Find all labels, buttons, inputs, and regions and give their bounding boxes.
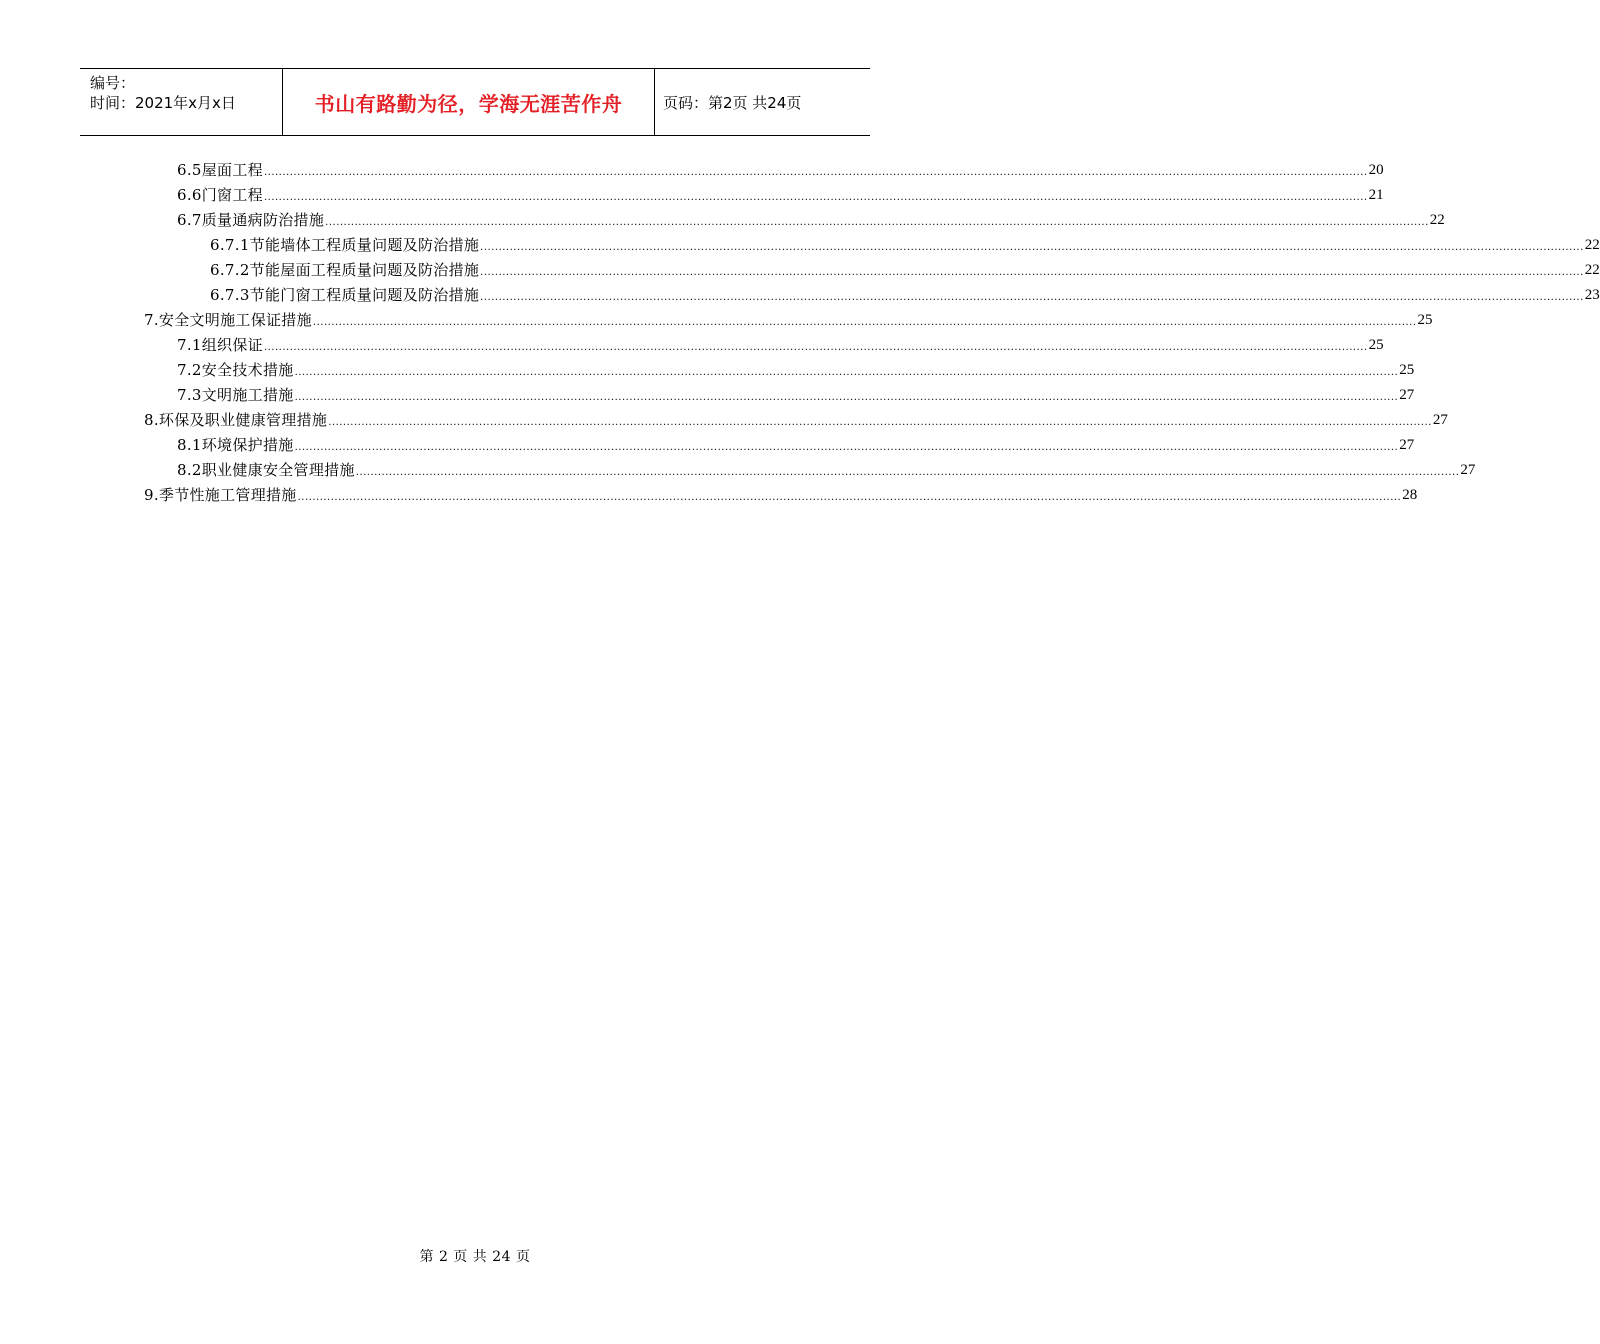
toc-entry[interactable] [177, 158, 1384, 182]
toc-leader-dots: ............................................................................................................................................................................................................................................................................................................ [294, 392, 1399, 403]
toc-entry[interactable] [177, 333, 1384, 357]
page-header [80, 68, 870, 136]
toc-entry[interactable] [177, 358, 1415, 382]
toc-entry-page: 25 [1368, 337, 1384, 353]
toc-entry-label: 7.安全文明施工保证措施 [144, 311, 312, 329]
toc-entry-page: 23 [1584, 287, 1600, 303]
toc-entry-page: 27 [1460, 462, 1476, 478]
toc-leader-dots: ............................................................................................................................................................................................................................................................................................................ [263, 192, 1368, 203]
toc-entry-page: 22 [1584, 237, 1600, 253]
toc-leader-dots: ............................................................................................................................................................................................................................................................................................................ [325, 217, 1429, 228]
toc-entry-label: 6.6门窗工程 [177, 186, 263, 204]
toc-leader-dots: ............................................................................................................................................................................................................................................................................................................ [355, 467, 1460, 478]
toc-entry[interactable] [144, 408, 1448, 432]
toc-entry-label: 7.3文明施工措施 [177, 386, 294, 404]
toc-entry-page: 27 [1399, 437, 1415, 453]
toc-entry[interactable] [177, 458, 1476, 482]
toc-entry-page: 22 [1429, 212, 1445, 228]
toc-entry[interactable] [144, 483, 1418, 507]
toc-leader-dots: ............................................................................................................................................................................................................................................................................................................ [480, 242, 1584, 253]
toc-entry-label: 6.7.3节能门窗工程质量问题及防治措施 [210, 286, 480, 304]
toc-entry[interactable] [144, 308, 1433, 332]
toc-entry-label: 8.环保及职业健康管理措施 [144, 411, 328, 429]
code-label: 编号： [90, 74, 136, 92]
page-footer: 第 2 页 共 24 页 [419, 1249, 531, 1265]
toc-entry-page: 21 [1368, 187, 1384, 203]
toc-entry-page: 27 [1399, 387, 1415, 403]
toc-leader-dots: ............................................................................................................................................................................................................................................................................................................ [328, 417, 1432, 428]
toc-leader-dots: ............................................................................................................................................................................................................................................................................................................ [480, 292, 1584, 303]
header-meta [80, 69, 282, 135]
toc-entry-label: 7.2安全技术措施 [177, 361, 294, 379]
toc-leader-dots: ............................................................................................................................................................................................................................................................................................................ [263, 342, 1368, 353]
toc-leader-dots: ............................................................................................................................................................................................................................................................................................................ [480, 267, 1584, 278]
toc-entry[interactable] [210, 283, 1600, 307]
toc-entry-page: 28 [1402, 487, 1418, 503]
toc-leader-dots: ............................................................................................................................................................................................................................................................................................................ [297, 492, 1402, 503]
toc-leader-dots: ............................................................................................................................................................................................................................................................................................................ [294, 442, 1399, 453]
toc-entry-page: 27 [1432, 412, 1448, 428]
toc-entry-label: 7.1组织保证 [177, 336, 263, 354]
toc-leader-dots: ............................................................................................................................................................................................................................................................................................................ [263, 167, 1368, 178]
toc-entry-page: 25 [1417, 312, 1433, 328]
toc-entry-page: 22 [1584, 262, 1600, 278]
toc-entry-label: 6.5屋面工程 [177, 161, 263, 179]
toc-leader-dots: ............................................................................................................................................................................................................................................................................................................ [294, 367, 1399, 378]
toc-entry-label: 6.7.2节能屋面工程质量问题及防治措施 [210, 261, 480, 279]
toc-entry-label: 8.2职业健康安全管理措施 [177, 461, 355, 479]
toc-entry-page: 25 [1399, 362, 1415, 378]
toc-entry[interactable] [210, 233, 1600, 257]
toc-entry[interactable] [177, 433, 1415, 457]
header-motto: 书山有路勤为径，学海无涯苦作舟 [282, 69, 655, 135]
toc-entry-label: 6.7质量通病防治措施 [177, 211, 325, 229]
toc-entry[interactable] [177, 383, 1415, 407]
toc-entry-page: 20 [1368, 162, 1384, 178]
toc-entry[interactable] [177, 183, 1384, 207]
toc-entry-label: 9.季节性施工管理措施 [144, 486, 297, 504]
toc-entry[interactable] [210, 258, 1600, 282]
toc-leader-dots: ............................................................................................................................................................................................................................................................................................................ [312, 317, 1417, 328]
toc-entry-label: 6.7.1节能墙体工程质量问题及防治措施 [210, 236, 480, 254]
toc-entry-label: 8.1环境保护措施 [177, 436, 294, 454]
toc-entry[interactable] [177, 208, 1445, 232]
time-label: 时间：2021年x月x日 [90, 94, 236, 112]
header-page-info: 页码：第2页 共24页 [663, 93, 802, 112]
